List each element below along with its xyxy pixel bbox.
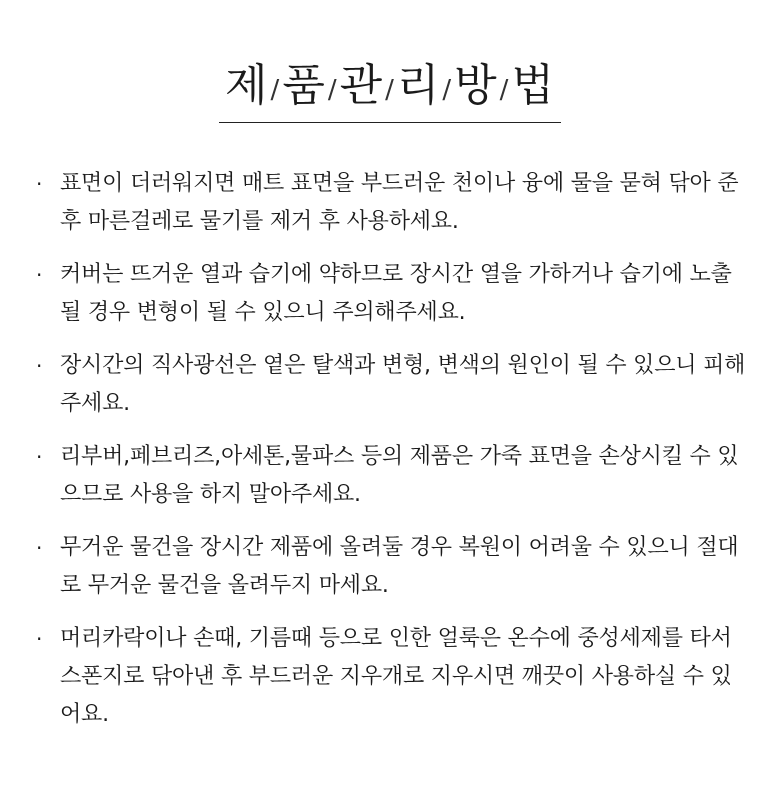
bullet-icon: · [36, 263, 43, 287]
instruction-text: 리부버,페브리즈,아세톤,물파스 등의 제품은 가죽 표면을 손상시킬 수 있으므로 사용을 하지 말아주세요. [60, 444, 739, 507]
list-item [32, 256, 748, 332]
title-char: 방 [454, 60, 498, 111]
bullet-icon: · [36, 354, 43, 378]
title-char: 법 [511, 60, 555, 111]
instruction-text: 장시간의 직사광선은 옅은 탈색과 변형, 변색의 원인이 될 수 있으니 피해주세요. [60, 353, 746, 416]
title-separator: / [442, 75, 453, 105]
title-separator: / [270, 75, 281, 105]
title-char: 리 [396, 60, 441, 111]
page-title [219, 58, 561, 123]
bullet-icon: · [36, 445, 43, 469]
title-separator: / [327, 75, 338, 105]
title-separator: / [385, 75, 395, 105]
list-item [32, 529, 748, 605]
title-separator: / [499, 75, 510, 105]
instruction-text: 무거운 물건을 장시간 제품에 올려둘 경우 복원이 어려울 수 있으니 절대로 무거운 물건을 올려두지 마세요. [60, 535, 739, 598]
instruction-text: 표면이 더러워지면 매트 표면을 부드러운 천이나 융에 물을 묻혀 닦아 준 후 마른걸레로 물기를 제거 후 사용하세요. [60, 171, 739, 234]
instruction-text: 머리카락이나 손때, 기름때 등으로 인한 얼룩은 온수에 중성세제를 타서 스폰지로 닦아낸 후 부드러운 지우개로 지우시면 깨끗이 사용하실 수 있어요. [60, 626, 732, 727]
instruction-text: 커버는 뜨거운 열과 습기에 약하므로 장시간 열을 가하거나 습기에 노출될 경우 변형이 될 수 있으니 주의해주세요. [60, 262, 732, 325]
title-char: 관 [339, 60, 384, 111]
title-char: 제 [225, 60, 269, 111]
list-item [32, 438, 748, 514]
list-item [32, 347, 748, 423]
bullet-icon: · [36, 536, 43, 560]
title-char: 품 [282, 60, 326, 111]
list-item [32, 620, 748, 734]
bullet-icon: · [36, 627, 43, 651]
bullet-icon: · [36, 172, 43, 196]
title-container [0, 58, 780, 123]
care-instructions-list [32, 165, 748, 749]
list-item [32, 165, 748, 241]
